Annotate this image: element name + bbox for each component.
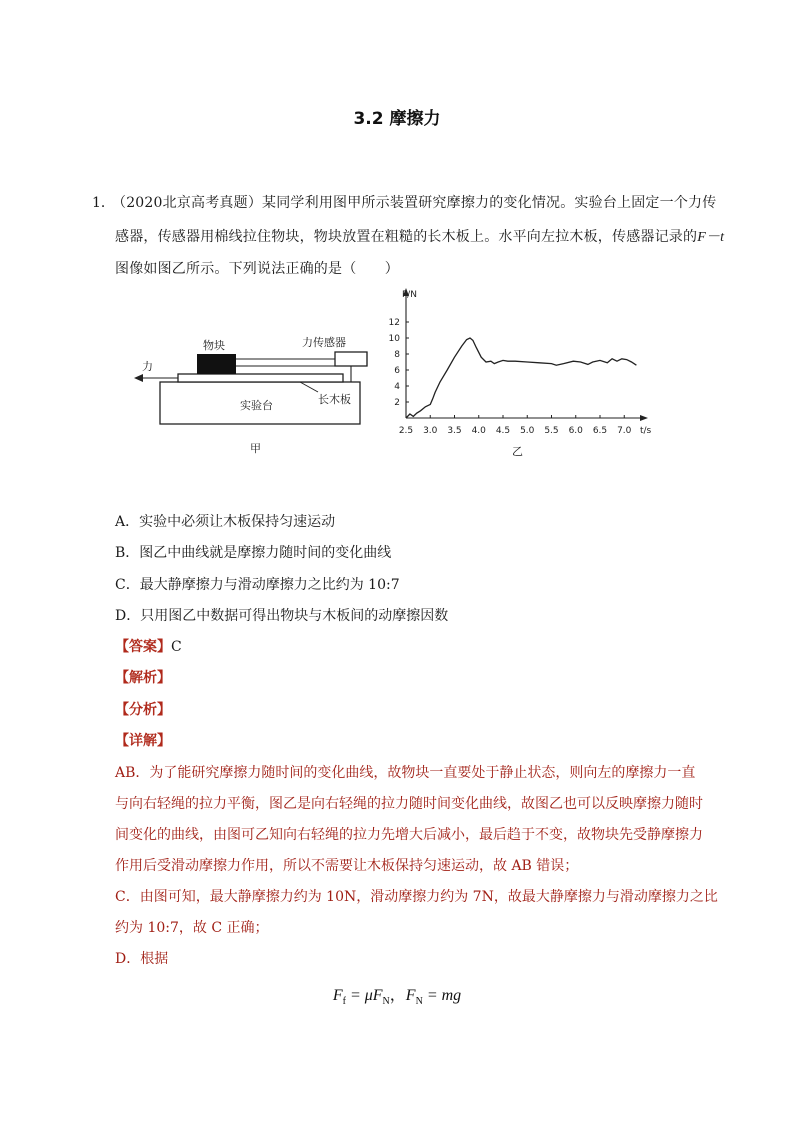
x-tick-label: 4.0 xyxy=(471,426,486,436)
block xyxy=(197,354,236,374)
detail-line-3: 间变化的曲线，由图可乙知向右轻绳的拉力先增大后减小，最后趋于不变，故物块先受静摩擦力 xyxy=(115,827,703,843)
fenxi-heading: 【分析】 xyxy=(115,702,171,718)
y-tick-label: 8 xyxy=(394,350,400,360)
question-line-3: 图像如图乙所示。下列说法正确的是（ ） xyxy=(115,261,399,277)
x-tick-label: 2.5 xyxy=(398,426,414,436)
force-curve xyxy=(406,338,636,418)
figure-yi-ft-graph xyxy=(370,285,660,460)
question-line-2-text: 感器，传感器用棉线拉住物块，物块放置在粗糙的长木板上。水平向左拉木板，传感器记录的 xyxy=(115,229,698,245)
question-number: 1． xyxy=(92,195,115,211)
detail-line-7: D．根据 xyxy=(115,951,169,967)
answer-value: C xyxy=(171,639,182,655)
x-tick-label: 3.5 xyxy=(447,426,462,436)
table-label: 实验台 xyxy=(240,399,273,412)
y-tick-label: 10 xyxy=(388,334,400,344)
block-label: 物块 xyxy=(203,339,225,352)
detail-line-1: AB．为了能研究摩擦力随时间的变化曲线，故物块一直要处于静止状态，则向左的摩擦力一直 xyxy=(115,765,696,781)
detail-heading: 【详解】 xyxy=(115,733,171,749)
page-title: 3.2 摩擦力 xyxy=(353,109,441,129)
detail-line-6: 约为 10:7，故 C 正确； xyxy=(115,920,269,936)
option-b: B．图乙中曲线就是摩擦力随时间的变化曲线 xyxy=(115,545,392,561)
figure-yi-caption: 乙 xyxy=(512,445,523,458)
option-a: A．实验中必须让木板保持匀速运动 xyxy=(115,514,336,530)
x-tick-label: 5.0 xyxy=(520,426,535,436)
force-sensor xyxy=(335,352,367,366)
answer-line xyxy=(115,636,182,656)
analysis-heading: 【解析】 xyxy=(115,670,171,686)
x-tick-label: 3.0 xyxy=(423,426,438,436)
board-label: 长木板 xyxy=(318,393,351,406)
detail-line-4: 作用后受滑动摩擦力作用，所以不需要让木板保持匀速运动，故 AB 错误； xyxy=(115,858,579,874)
question-line-1: （2020北京高考真题）某同学利用图甲所示装置研究摩擦力的变化情况。实验台上固定一个力传 xyxy=(112,195,717,211)
x-tick-label: 4.5 xyxy=(495,426,511,436)
x-axis-label: t/s xyxy=(640,426,652,436)
option-c: C．最大静摩擦力与滑动摩擦力之比约为 10:7 xyxy=(115,577,400,593)
detail-line-2: 与向右轻绳的拉力平衡，图乙是向右轻绳的拉力随时间变化曲线，故图乙也可以反映摩擦力随时 xyxy=(115,796,703,812)
figure-jia-caption: 甲 xyxy=(250,442,261,455)
ft-symbol: F－t xyxy=(697,230,725,245)
long-board xyxy=(178,374,343,382)
detail-line-5: C．由图可知，最大静摩擦力约为 10N，滑动摩擦力约为 7N，故最大静摩擦力与滑动摩擦力之比 xyxy=(115,889,718,905)
x-tick-label: 7.0 xyxy=(617,426,632,436)
x-axis-arrow xyxy=(640,415,648,421)
y-tick-label: 4 xyxy=(394,382,400,392)
x-tick-label: 6.0 xyxy=(568,426,583,436)
option-d: D．只用图乙中数据可得出物块与木板间的动摩擦因数 xyxy=(115,608,449,624)
y-tick-label: 2 xyxy=(394,398,400,408)
question-line-2 xyxy=(115,226,724,246)
y-tick-label: 6 xyxy=(394,366,400,376)
y-axis-label: F/N xyxy=(402,290,417,300)
force-label: 力 xyxy=(142,360,153,373)
sensor-label: 力传感器 xyxy=(302,336,346,349)
x-tick-label: 6.5 xyxy=(592,426,608,436)
answer-label: 【答案】 xyxy=(115,639,171,655)
x-tick-label: 5.5 xyxy=(544,426,559,436)
formula: $F_f = \mu F_N$，$F_N$ = mg xyxy=(332,987,462,1008)
y-tick-label: 12 xyxy=(388,318,400,328)
